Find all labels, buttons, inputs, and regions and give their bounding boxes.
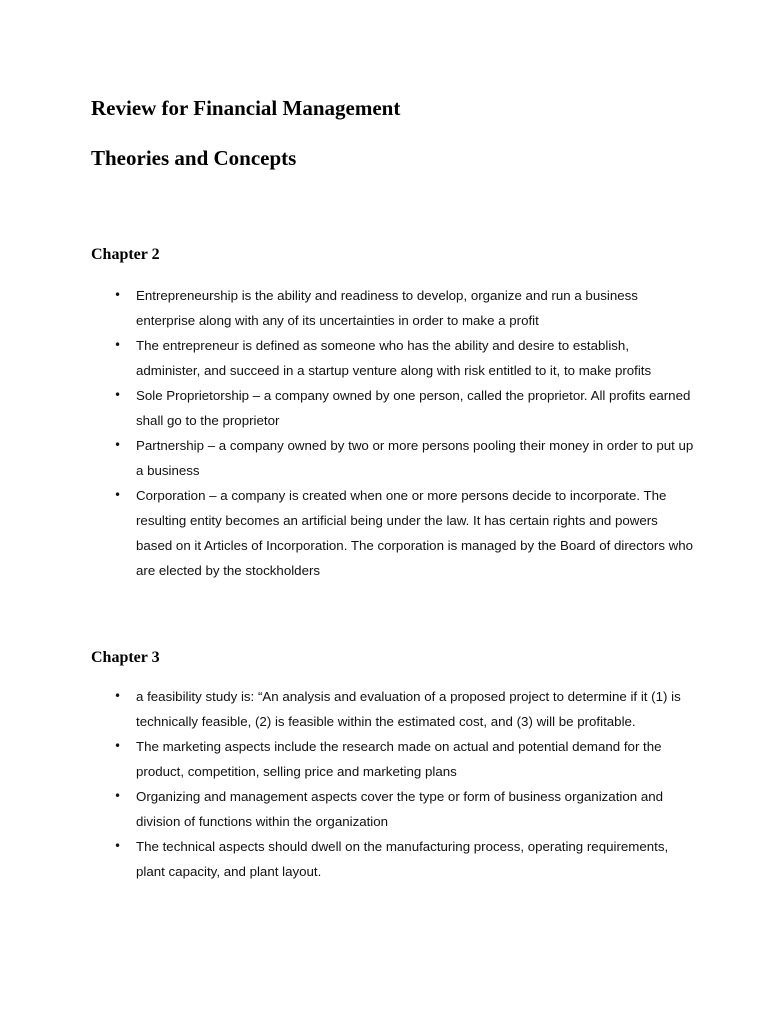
chapter-3-heading: Chapter 3 xyxy=(91,649,160,666)
chapter-2-heading: Chapter 2 xyxy=(91,246,160,263)
list-item: • Entrepreneurship is the ability and readiness to develop, organize and run a business enterprise along with any of its uncertainties in order to make a profit xyxy=(0,283,696,333)
list-item: • Corporation – a company is created when one or more persons decide to incorporate. The resulting entity becomes an artificial being under the law. It has certain rights and powers based on it Articles of Incorporation. The corporation is managed by the Board of directors who are elected by the stockholders xyxy=(0,483,696,583)
list-item: • Sole Proprietorship – a company owned by one person, called the proprietor. All profits earned shall go to the proprietor xyxy=(0,383,696,433)
list-item: • The entrepreneur is defined as someone who has the ability and desire to establish, administer, and succeed in a startup venture along with risk entitled to it, to make profits xyxy=(0,333,696,383)
list-item: • The technical aspects should dwell on the manufacturing process, operating requirements, plant capacity, and plant layout. xyxy=(0,834,696,884)
list-item: • Organizing and management aspects cover the type or form of business organization and division of functions within the organization xyxy=(0,784,696,834)
list-item: • The marketing aspects include the research made on actual and potential demand for the product, competition, selling price and marketing plans xyxy=(0,734,696,784)
chapter-2-list xyxy=(0,283,768,583)
list-item: • Partnership – a company owned by two or more persons pooling their money in order to put up a business xyxy=(0,433,696,483)
document-title: Review for Financial Management xyxy=(91,96,401,120)
document-subtitle: Theories and Concepts xyxy=(91,146,297,170)
chapter-3-list xyxy=(0,684,768,884)
list-item: • a feasibility study is: “An analysis and evaluation of a proposed project to determine if it (1) is technically feasible, (2) is feasible within the estimated cost, and (3) will be profitable. xyxy=(0,684,696,734)
